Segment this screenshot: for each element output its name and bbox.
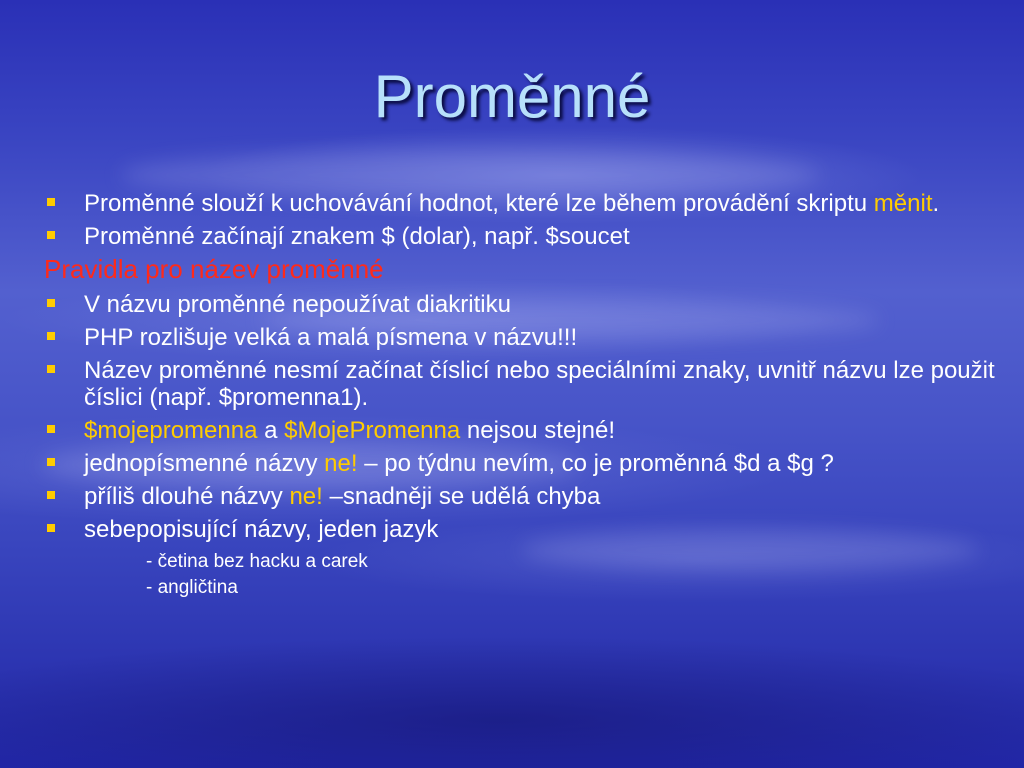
list-item [44, 450, 1004, 477]
highlight-text: $MojePromenna [284, 417, 461, 444]
item-text-tail: –snadněji se udělá chyba [322, 483, 601, 510]
item-text-tail: – po týdnu nevím, co je proměnná $d a $g ? [357, 450, 834, 477]
list-item [44, 324, 1004, 351]
slide-content [44, 190, 1004, 601]
item-text: sebepopisující názvy, jeden jazyk [84, 516, 439, 543]
square-bullet-icon [47, 524, 55, 532]
list-item [44, 516, 1004, 543]
square-bullet-icon [47, 332, 55, 340]
item-text: PHP rozlišuje velká a malá písmena v názvu!!! [84, 324, 578, 351]
square-bullet-icon [47, 198, 55, 206]
square-bullet-icon [47, 231, 55, 239]
highlight-text: $mojepromenna [84, 417, 258, 444]
item-text-tail: . [932, 190, 940, 217]
highlight-text: ne! [289, 483, 323, 510]
slide-title: Proměnné [373, 63, 651, 130]
item-text: příliš dlouhé názvy [84, 483, 290, 510]
sub-item: - angličtina [146, 577, 238, 598]
list-item [44, 483, 1004, 510]
item-text: Proměnné začínají znakem $ (dolar), např. $soucet [84, 223, 630, 250]
item-text-tail: nejsou stejné! [460, 417, 616, 444]
square-bullet-icon [47, 458, 55, 466]
square-bullet-icon [47, 365, 55, 373]
item-text: V názvu proměnné nepoužívat diakritiku [84, 291, 511, 318]
square-bullet-icon [47, 425, 55, 433]
highlight-text: ne! [324, 450, 358, 477]
section-heading: Pravidla pro název proměnné [44, 254, 384, 284]
item-text: Proměnné slouží k uchovávání hodnot, které lze během provádění skriptu [84, 190, 874, 217]
list-item [44, 223, 1004, 250]
list-item [44, 357, 1004, 411]
list-item [44, 417, 1004, 444]
highlight-text: měnit [873, 190, 933, 217]
item-text: jednopísmenné názvy [84, 450, 325, 477]
list-item [44, 190, 1004, 217]
square-bullet-icon [47, 299, 55, 307]
sub-item: - četina bez hacku a carek [146, 551, 368, 572]
list-item [44, 291, 1004, 318]
item-text: a [257, 417, 285, 444]
item-text: Název proměnné nesmí začínat číslicí nebo speciálními znaky, uvnitř názvu lze použit číslici (např. $promenna1). [84, 357, 995, 411]
square-bullet-icon [47, 491, 55, 499]
